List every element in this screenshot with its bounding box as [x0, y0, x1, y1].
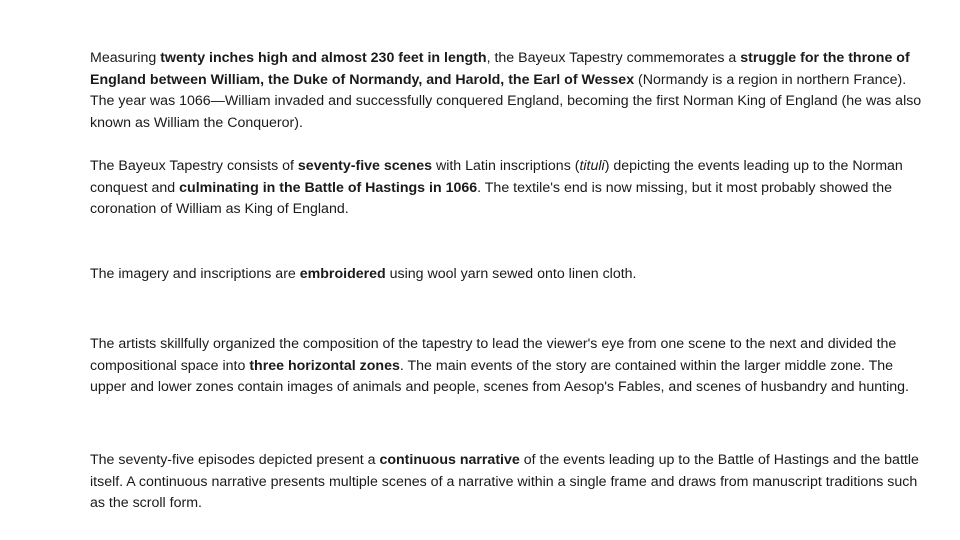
paragraph-embroidery — [90, 264, 930, 286]
text-segment: of the events leading up to the Battle of Hastings and the battle itself. A continuous narrative presents multiple scenes of a narrative within a single frame and draws from manuscript traditions such as the scroll form. — [90, 452, 919, 511]
text-segment: The imagery and inscriptions are — [90, 266, 300, 282]
bold-segment: three horizontal zones — [249, 357, 400, 374]
text-segment: , the Bayeux Tapestry commemorates a — [486, 50, 741, 66]
paragraph-dimensions — [90, 48, 930, 134]
text-segment: The artists skillfully organized the composition of the tapestry to lead the viewer's eye from one scene to the next and divided the compositional space into — [90, 336, 897, 374]
paragraph-composition — [90, 334, 930, 399]
text-segment: ) depicting the events leading up to the Norman conquest and — [90, 158, 903, 196]
bold-segment: seventy-five scenes — [297, 158, 432, 174]
bold-segment: culminating in the Battle of Hastings in 1066 — [179, 179, 478, 196]
bold-segment: struggle for the throne of England between William, the Duke of Normandy, and Harold, the Earl of Wessex — [90, 50, 910, 88]
text-segment: . The main events of the story are contained within the larger middle zone. The upper and lower zones contain images of animals and people, scenes from Aesop's Fables, and scenes of husbandry and hunting. — [90, 357, 910, 395]
text-segment: Measuring — [90, 50, 161, 66]
text-segment: The Bayeux Tapestry consists of — [90, 158, 298, 174]
text-segment: using wool yarn sewed onto linen cloth. — [385, 266, 637, 282]
bold-segment: continuous narrative — [379, 452, 520, 468]
paragraph-narrative — [90, 450, 930, 515]
bold-segment: twenty inches high and almost 230 feet in length — [160, 50, 487, 66]
paragraph-scenes — [90, 156, 930, 221]
bold-segment: embroidered — [299, 266, 386, 282]
text-segment: . The textile's end is now missing, but it most probably showed the coronation of William as King of England. — [90, 179, 893, 217]
italic-segment: tituli — [579, 158, 605, 174]
text-segment: The seventy-five episodes depicted present a — [90, 452, 380, 468]
text-segment: (Normandy is a region in northern France). The year was 1066—William invaded and successfully conquered England, becoming the first Norman King of England (he was also known as William the Conqueror). — [90, 71, 922, 131]
text-segment: with Latin inscriptions ( — [432, 158, 580, 174]
